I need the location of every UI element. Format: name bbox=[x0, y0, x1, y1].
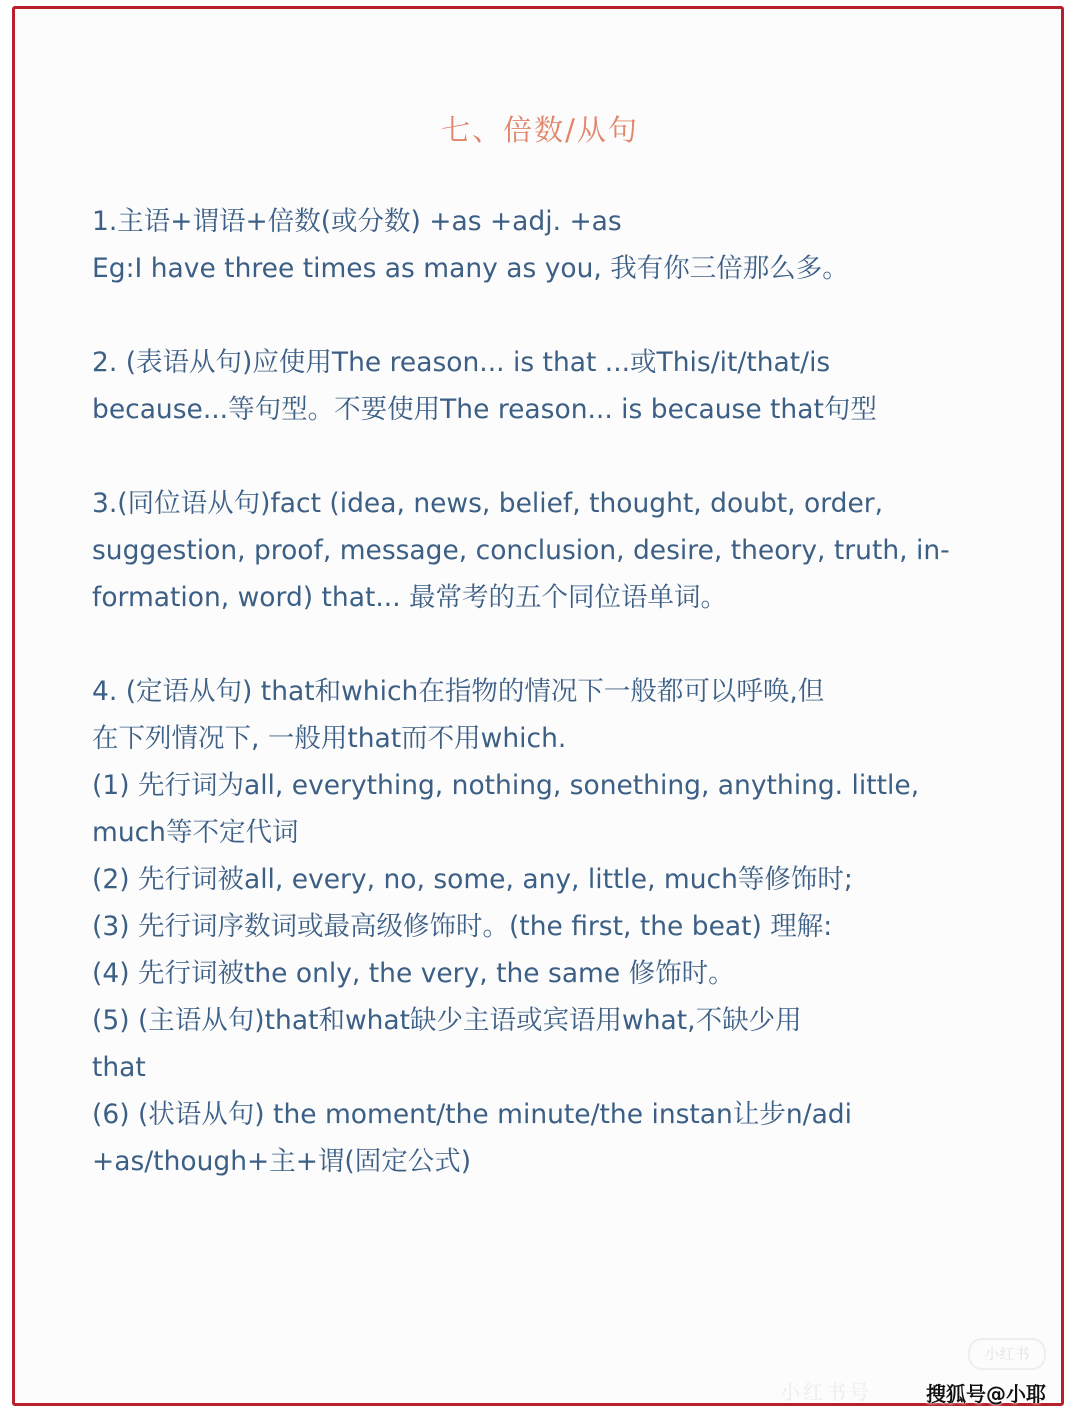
rule-4-item-1: (1) 先行词为all, everything, nothing, sonething, anything. little, bbox=[92, 770, 920, 801]
sohu-watermark: 搜狐号@小耶 bbox=[926, 1382, 1046, 1406]
rule-4-item-2: (2) 先行词被all, every, no, some, any, little, much等修饰时; bbox=[92, 864, 853, 895]
rule-3-line-1: 3.(同位语从句)fact (idea, news, belief, thought, doubt, order, bbox=[92, 488, 884, 519]
rule-4-item-5-cont: that bbox=[92, 1052, 146, 1083]
rule-4-line-1: 4. (定语从句) that和which在指物的情况下一般都可以呼唤,但 bbox=[92, 676, 825, 707]
notes-content bbox=[92, 198, 1002, 1185]
spacer bbox=[92, 433, 1002, 480]
rule-4-item-6-cont: +as/though+主+谓(固定公式) bbox=[92, 1146, 472, 1177]
rule-4-item-5: (5) (主语从句)that和what缺少主语或宾语用what,不缺少用 bbox=[92, 1005, 802, 1036]
rule-4-item-1-cont: much等不定代词 bbox=[92, 817, 299, 848]
spacer bbox=[92, 621, 1002, 668]
rule-2-line-2: because...等句型。不要使用The reason... is because that句型 bbox=[92, 394, 877, 425]
rule-4-item-6: (6) (状语从句) the moment/the minute/the instan让步n/adi bbox=[92, 1099, 852, 1130]
spacer bbox=[92, 292, 1002, 339]
rule-1-example: Eg:I have three times as many as you, 我有你三倍那么多。 bbox=[92, 253, 849, 284]
rule-3-line-2: suggestion, proof, message, conclusion, desire, theory, truth, in- bbox=[92, 535, 950, 566]
rule-2-line-1: 2. (表语从句)应使用The reason... is that ...或This/it/that/is bbox=[92, 347, 831, 378]
page-title: 七、倍数/从句 bbox=[441, 113, 639, 147]
rule-4-item-4: (4) 先行词被the only, the very, the same 修饰时。 bbox=[92, 958, 735, 989]
rule-4-item-3: (3) 先行词序数词或最高级修饰时。(the first, the beat) 理解: bbox=[92, 911, 833, 942]
xiaohongshu-watermark-badge: 小红书 bbox=[968, 1338, 1046, 1370]
rule-3-line-3: formation, word) that... 最常考的五个同位语单词。 bbox=[92, 582, 728, 613]
rule-1-formula: 1.主语+谓语+倍数(或分数) +as +adj. +as bbox=[92, 206, 622, 237]
rule-4-line-2: 在下列情况下, 一般用that而不用which. bbox=[92, 723, 567, 754]
faint-watermark: 小红书号 bbox=[780, 1380, 872, 1404]
